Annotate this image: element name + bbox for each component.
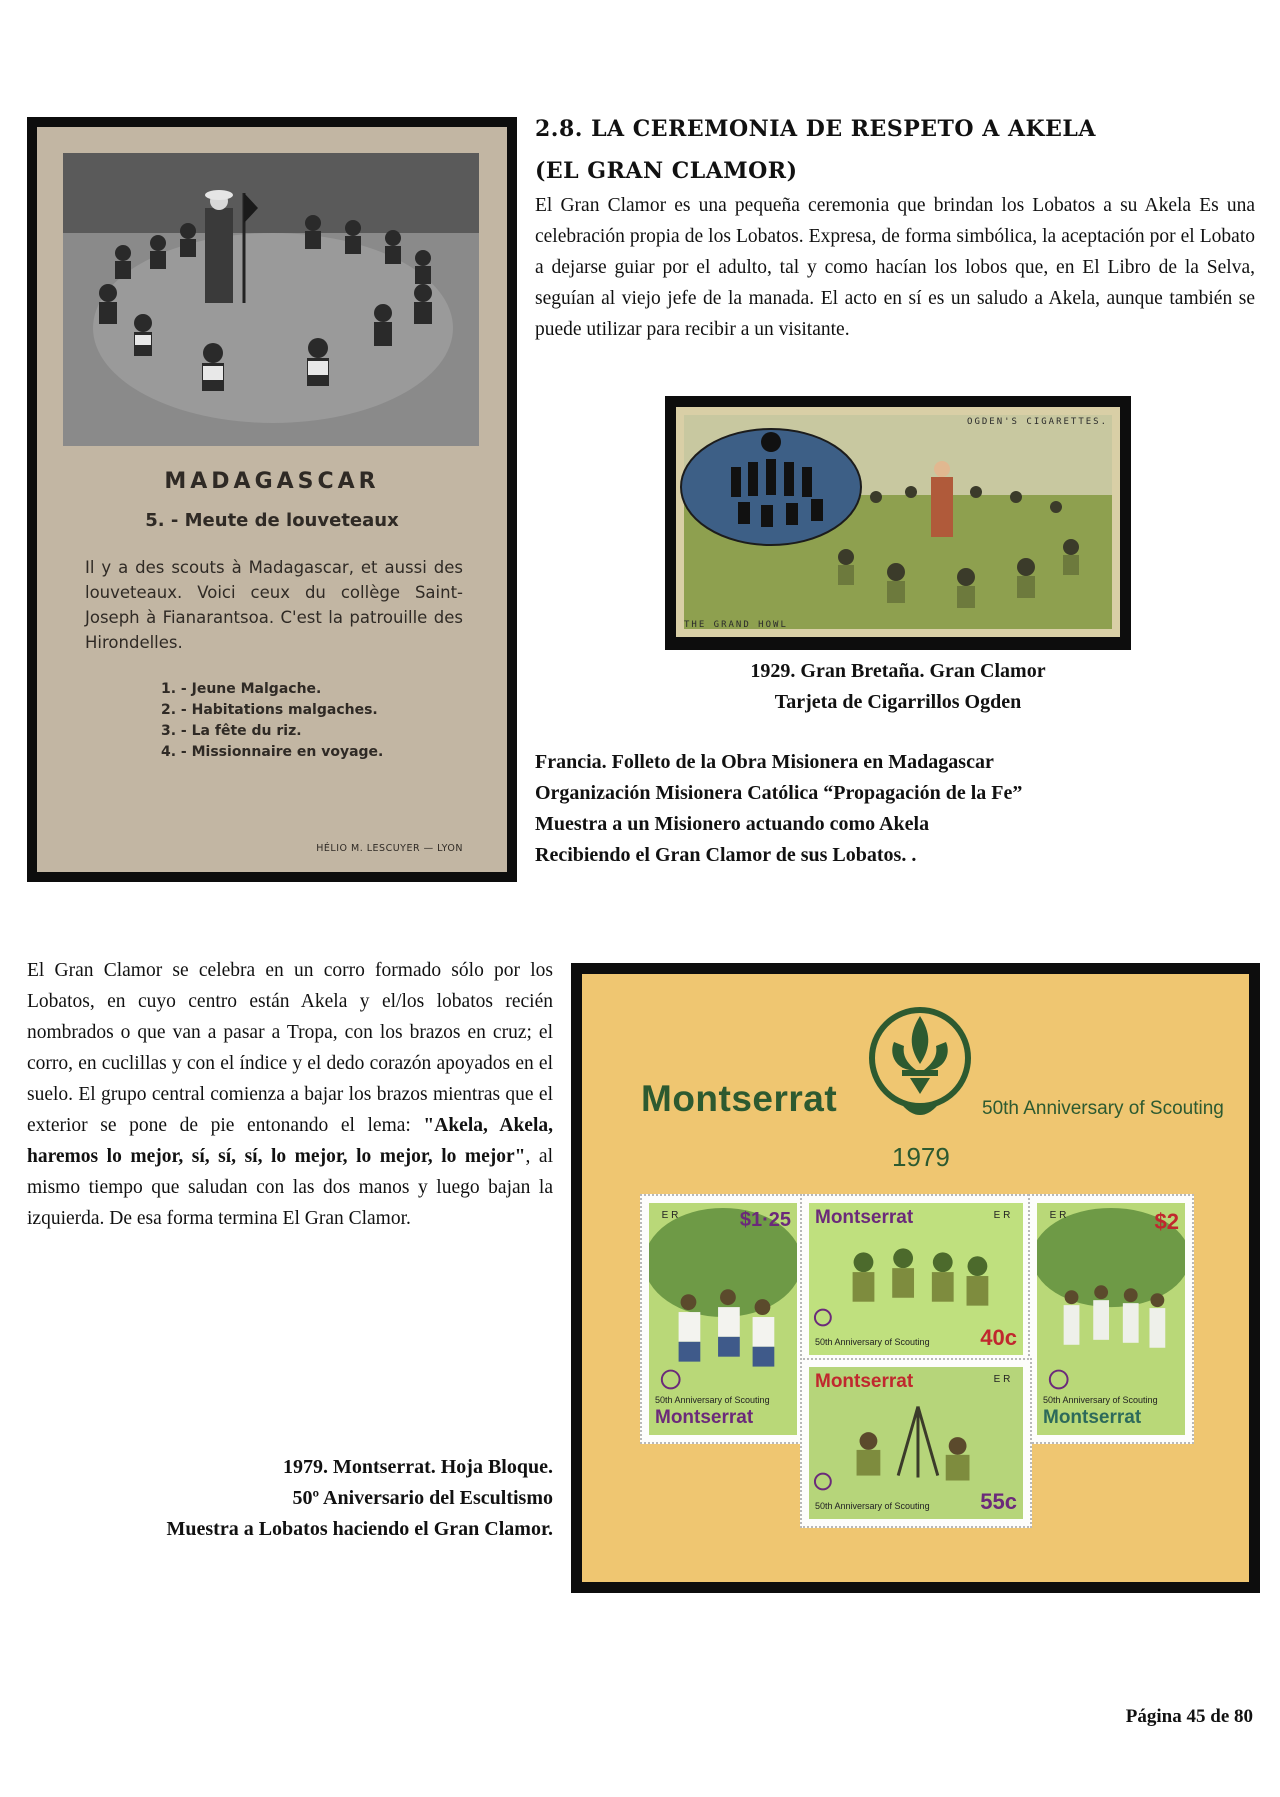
stamp-anniversary-text: 50th Anniversary of Scouting [1043, 1395, 1158, 1405]
caption-line: 1929. Gran Bretaña. Gran Clamor [750, 660, 1046, 682]
caption-line: Muestra a Lobatos haciendo el Gran Clamor. [166, 1518, 553, 1540]
paragraph-text: El Gran Clamor se celebra en un corro formado sólo por los Lobatos, en cuyo centro están Akela y el/los lobatos recién nombrados o que van a pasar a Tropa, con los brazos en cruz; el corro, en cuclillas y con el índice y el dedo corazón apoyados en el suelo. El grupo central comienza a bajar los brazos mientras que el exterior se pone de pie entonando el lema: [27, 960, 553, 1136]
motto-text: "Akela, Akela, haremos lo mejor, sí, sí, sí, lo mejor, lo mejor, lo mejor" [27, 1115, 554, 1167]
stamp-anniversary-text: 50th Anniversary of Scouting [655, 1395, 770, 1405]
stamp-artwork [809, 1203, 1023, 1355]
sheet-year: 1979 [892, 1142, 950, 1172]
royal-cypher: E R [993, 1210, 1011, 1221]
card-list [161, 679, 383, 763]
caption-line: Tarjeta de Cigarrillos Ogden [774, 691, 1022, 713]
page-number: Página 45 de 80 [1125, 1706, 1253, 1727]
montserrat-souvenir-sheet-image [571, 963, 1260, 1593]
stamp-55c [800, 1358, 1032, 1528]
stamp-country-name: Montserrat [815, 1371, 914, 1392]
stamp-value: $2 [1154, 1209, 1179, 1234]
heading-line-1: 2.8. LA CEREMONIA DE RESPETO A AKELA [535, 116, 1096, 142]
paragraph-text: , al mismo tiempo que saludan con las dos manos y luego bajan la izquierda. De esa forma termina El Gran Clamor. [27, 1146, 553, 1229]
ogden-card-title: THE GRAND HOWL [684, 620, 788, 630]
list-item: 2. - Habitations malgaches. [161, 702, 378, 718]
caption-line: 1979. Montserrat. Hoja Bloque. [283, 1456, 553, 1478]
caption-line: Organización Misionera Católica “Propagación de la Fe” [535, 782, 1023, 804]
ogden-card [676, 407, 1120, 637]
card-country-title: MADAGASCAR [164, 469, 380, 494]
list-item: 4. - Missionnaire en voyage. [161, 744, 384, 760]
section-heading [535, 108, 1255, 192]
stamp-1-25 [640, 1194, 806, 1444]
heading-line-2: (EL GRAN CLAMOR) [535, 158, 798, 184]
royal-cypher: E R [993, 1374, 1011, 1385]
intro-paragraph: El Gran Clamor es una pequeña ceremonia que brindan los Lobatos a su Akela Es una celebración propia de los Lobatos. Expresa, de forma simbólica, la aceptación por el Lobato a dejarse guiar por el adulto, tal y como hacían los lobos que, en El Libro de la Selva, seguían al viejo jefe de la manada. El acto en sí es un saludo a Akela, aunque también se puede utilizar para recibir a un visitante. [535, 195, 1255, 340]
stamp-country-name: Montserrat [655, 1407, 754, 1428]
list-item: 3. - La fête du riz. [161, 723, 302, 739]
caption-line: Recibiendo el Gran Clamor de sus Lobatos. . [535, 844, 917, 866]
ogden-caption [665, 656, 1131, 718]
card-subtitle: 5. - Meute de louveteaux [145, 510, 399, 531]
stamp-artwork [1037, 1203, 1185, 1435]
stamp-value: $1·25 [739, 1209, 791, 1231]
caption-line: Muestra a un Misionero actuando como Akela [535, 813, 930, 835]
madagascar-card [37, 127, 507, 872]
card-body-text: Il y a des scouts à Madagascar, et aussi des louveteaux. Voici ceux du collège Saint-Joseph à Fianarantsoa. C'est la patrouille des Hirondelles. [85, 558, 463, 652]
souvenir-sheet [582, 974, 1249, 1582]
france-caption [535, 747, 1255, 871]
stamp-value: 55c [980, 1489, 1017, 1514]
royal-cypher: E R [1049, 1210, 1067, 1221]
caption-line: 50º Aniversario del Escultismo [292, 1487, 553, 1509]
stamp-artwork [809, 1367, 1023, 1519]
list-item: 1. - Jeune Malgache. [161, 681, 322, 697]
stamp-country-name: Montserrat [815, 1207, 914, 1228]
ogden-cigarette-card-image [665, 396, 1131, 650]
stamp-anniversary-text: 50th Anniversary of Scouting [815, 1337, 930, 1347]
stamp-value: 40c [980, 1325, 1017, 1350]
stamp-40c [800, 1194, 1032, 1364]
sheet-country-name: Montserrat [641, 1078, 838, 1119]
montserrat-caption [27, 1452, 553, 1545]
royal-cypher: E R [661, 1210, 679, 1221]
stamp-anniversary-text: 50th Anniversary of Scouting [815, 1501, 930, 1511]
stamp-artwork [649, 1203, 797, 1435]
sheet-anniversary-text: 50th Anniversary of Scouting [982, 1098, 1224, 1119]
ceremony-description-paragraph [27, 955, 553, 1234]
madagascar-leaflet-image [27, 117, 517, 882]
ogden-brand-label: OGDEN'S CIGARETTES. [967, 417, 1108, 427]
stamp-country-name: Montserrat [1043, 1407, 1142, 1428]
card-publisher: HÉLIO M. LESCUYER — LYON [316, 843, 463, 854]
caption-line: Francia. Folleto de la Obra Misionera en Madagascar [535, 751, 994, 773]
wolf-cubs-circle-photo [63, 153, 479, 446]
stamp-2 [1028, 1194, 1194, 1444]
scout-fleur-de-lis-icon [864, 998, 976, 1138]
